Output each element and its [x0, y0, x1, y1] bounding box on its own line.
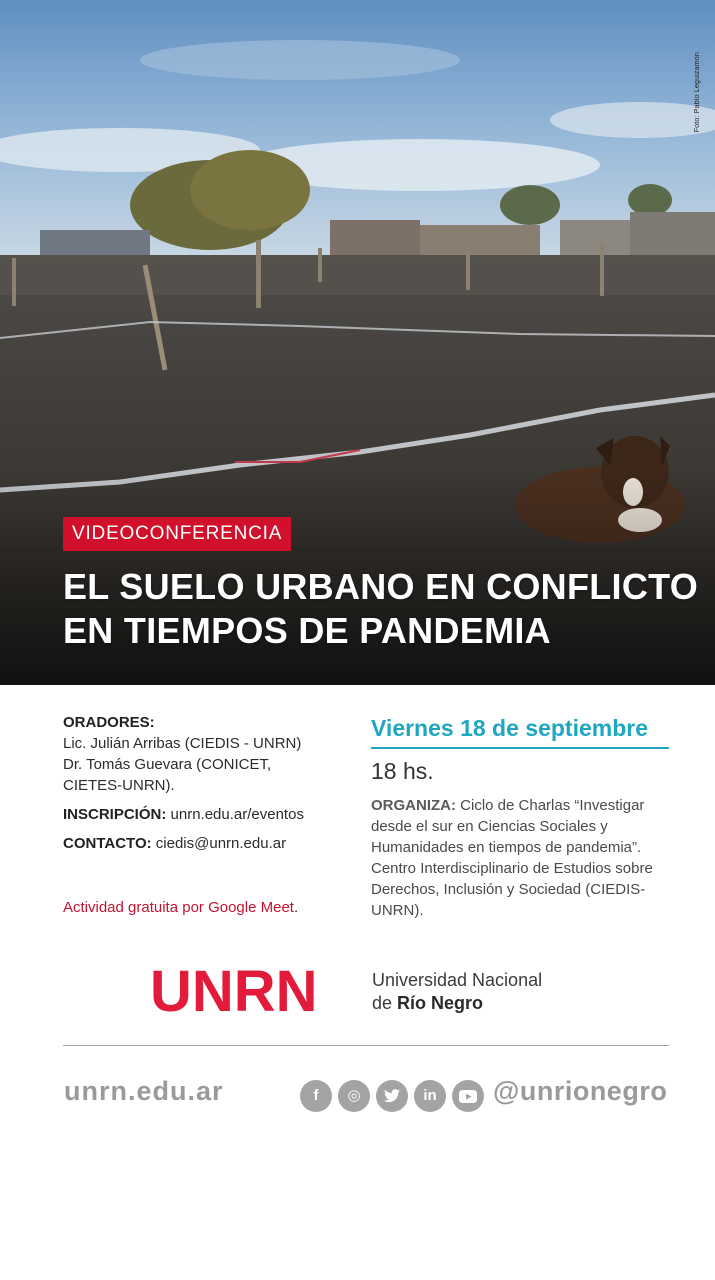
footer-divider: [63, 1045, 669, 1046]
instagram-icon[interactable]: ◎: [338, 1080, 370, 1112]
registration-link[interactable]: unrn.edu.ar/eventos: [170, 806, 304, 823]
university-name-line-2: [372, 992, 542, 1015]
youtube-icon[interactable]: [452, 1080, 484, 1112]
event-details: [371, 712, 669, 921]
speaker-line-3: CIETES-UNRN).: [63, 777, 175, 794]
speakers-label: ORADORES:: [63, 714, 155, 731]
unrn-logo-mark: UNRN: [150, 959, 318, 1024]
university-name-strong: Río Negro: [397, 993, 484, 1013]
twitter-icon[interactable]: [376, 1080, 408, 1112]
university-name-prefix: de: [372, 993, 398, 1013]
contact-email[interactable]: ciedis@unrn.edu.ar: [155, 835, 287, 852]
event-time: 18 hs.: [371, 758, 434, 784]
website-link[interactable]: unrn.edu.ar: [64, 1076, 224, 1106]
free-activity-text: Actividad gratuita por Google Meet: [63, 899, 294, 916]
free-activity-suffix: .: [293, 899, 299, 916]
organizer-text: Ciclo de Charlas “Investigar desde el sur en Ciencias Sociales y Humanidades en tiempos de pandemia”. Centro Interdisciplinario de Estudios sobre Derechos, Inclusión y Sociedad (CIEDIS-UNRN).: [371, 797, 653, 919]
facebook-icon[interactable]: f: [300, 1080, 332, 1112]
twitter-bird-icon: [384, 1089, 400, 1103]
university-name: [372, 969, 542, 1015]
free-activity-note: [63, 899, 298, 916]
university-name-line-1: Universidad Nacional: [372, 970, 543, 990]
event-title-line-2: EN TIEMPOS DE PANDEMIA: [63, 610, 551, 651]
event-type-badge: VIDEOCONFERENCIA: [63, 517, 291, 551]
speaker-line-1: Lic. Julián Arribas (CIEDIS - UNRN): [63, 735, 302, 752]
social-handle[interactable]: @unrionegro: [493, 1076, 668, 1106]
organizer-block: [371, 795, 669, 921]
linkedin-icon[interactable]: in: [414, 1080, 446, 1112]
contact-label: CONTACTO:: [63, 835, 152, 852]
contact-row: [63, 833, 343, 854]
registration-label: INSCRIPCIÓN:: [63, 806, 167, 823]
event-title: [63, 565, 703, 653]
organizer-label: ORGANIZA:: [371, 797, 456, 814]
registration-row: [63, 804, 343, 825]
youtube-play-icon: [459, 1090, 477, 1103]
event-date: Viernes 18 de septiembre: [371, 712, 669, 749]
event-title-line-1: EL SUELO URBANO EN CONFLICTO: [63, 566, 699, 607]
speakers-info: [63, 712, 343, 854]
photo-credit: Foto: Pablo Leguizamón: [694, 52, 701, 133]
speaker-line-2: Dr. Tomás Guevara (CONICET,: [63, 756, 272, 773]
